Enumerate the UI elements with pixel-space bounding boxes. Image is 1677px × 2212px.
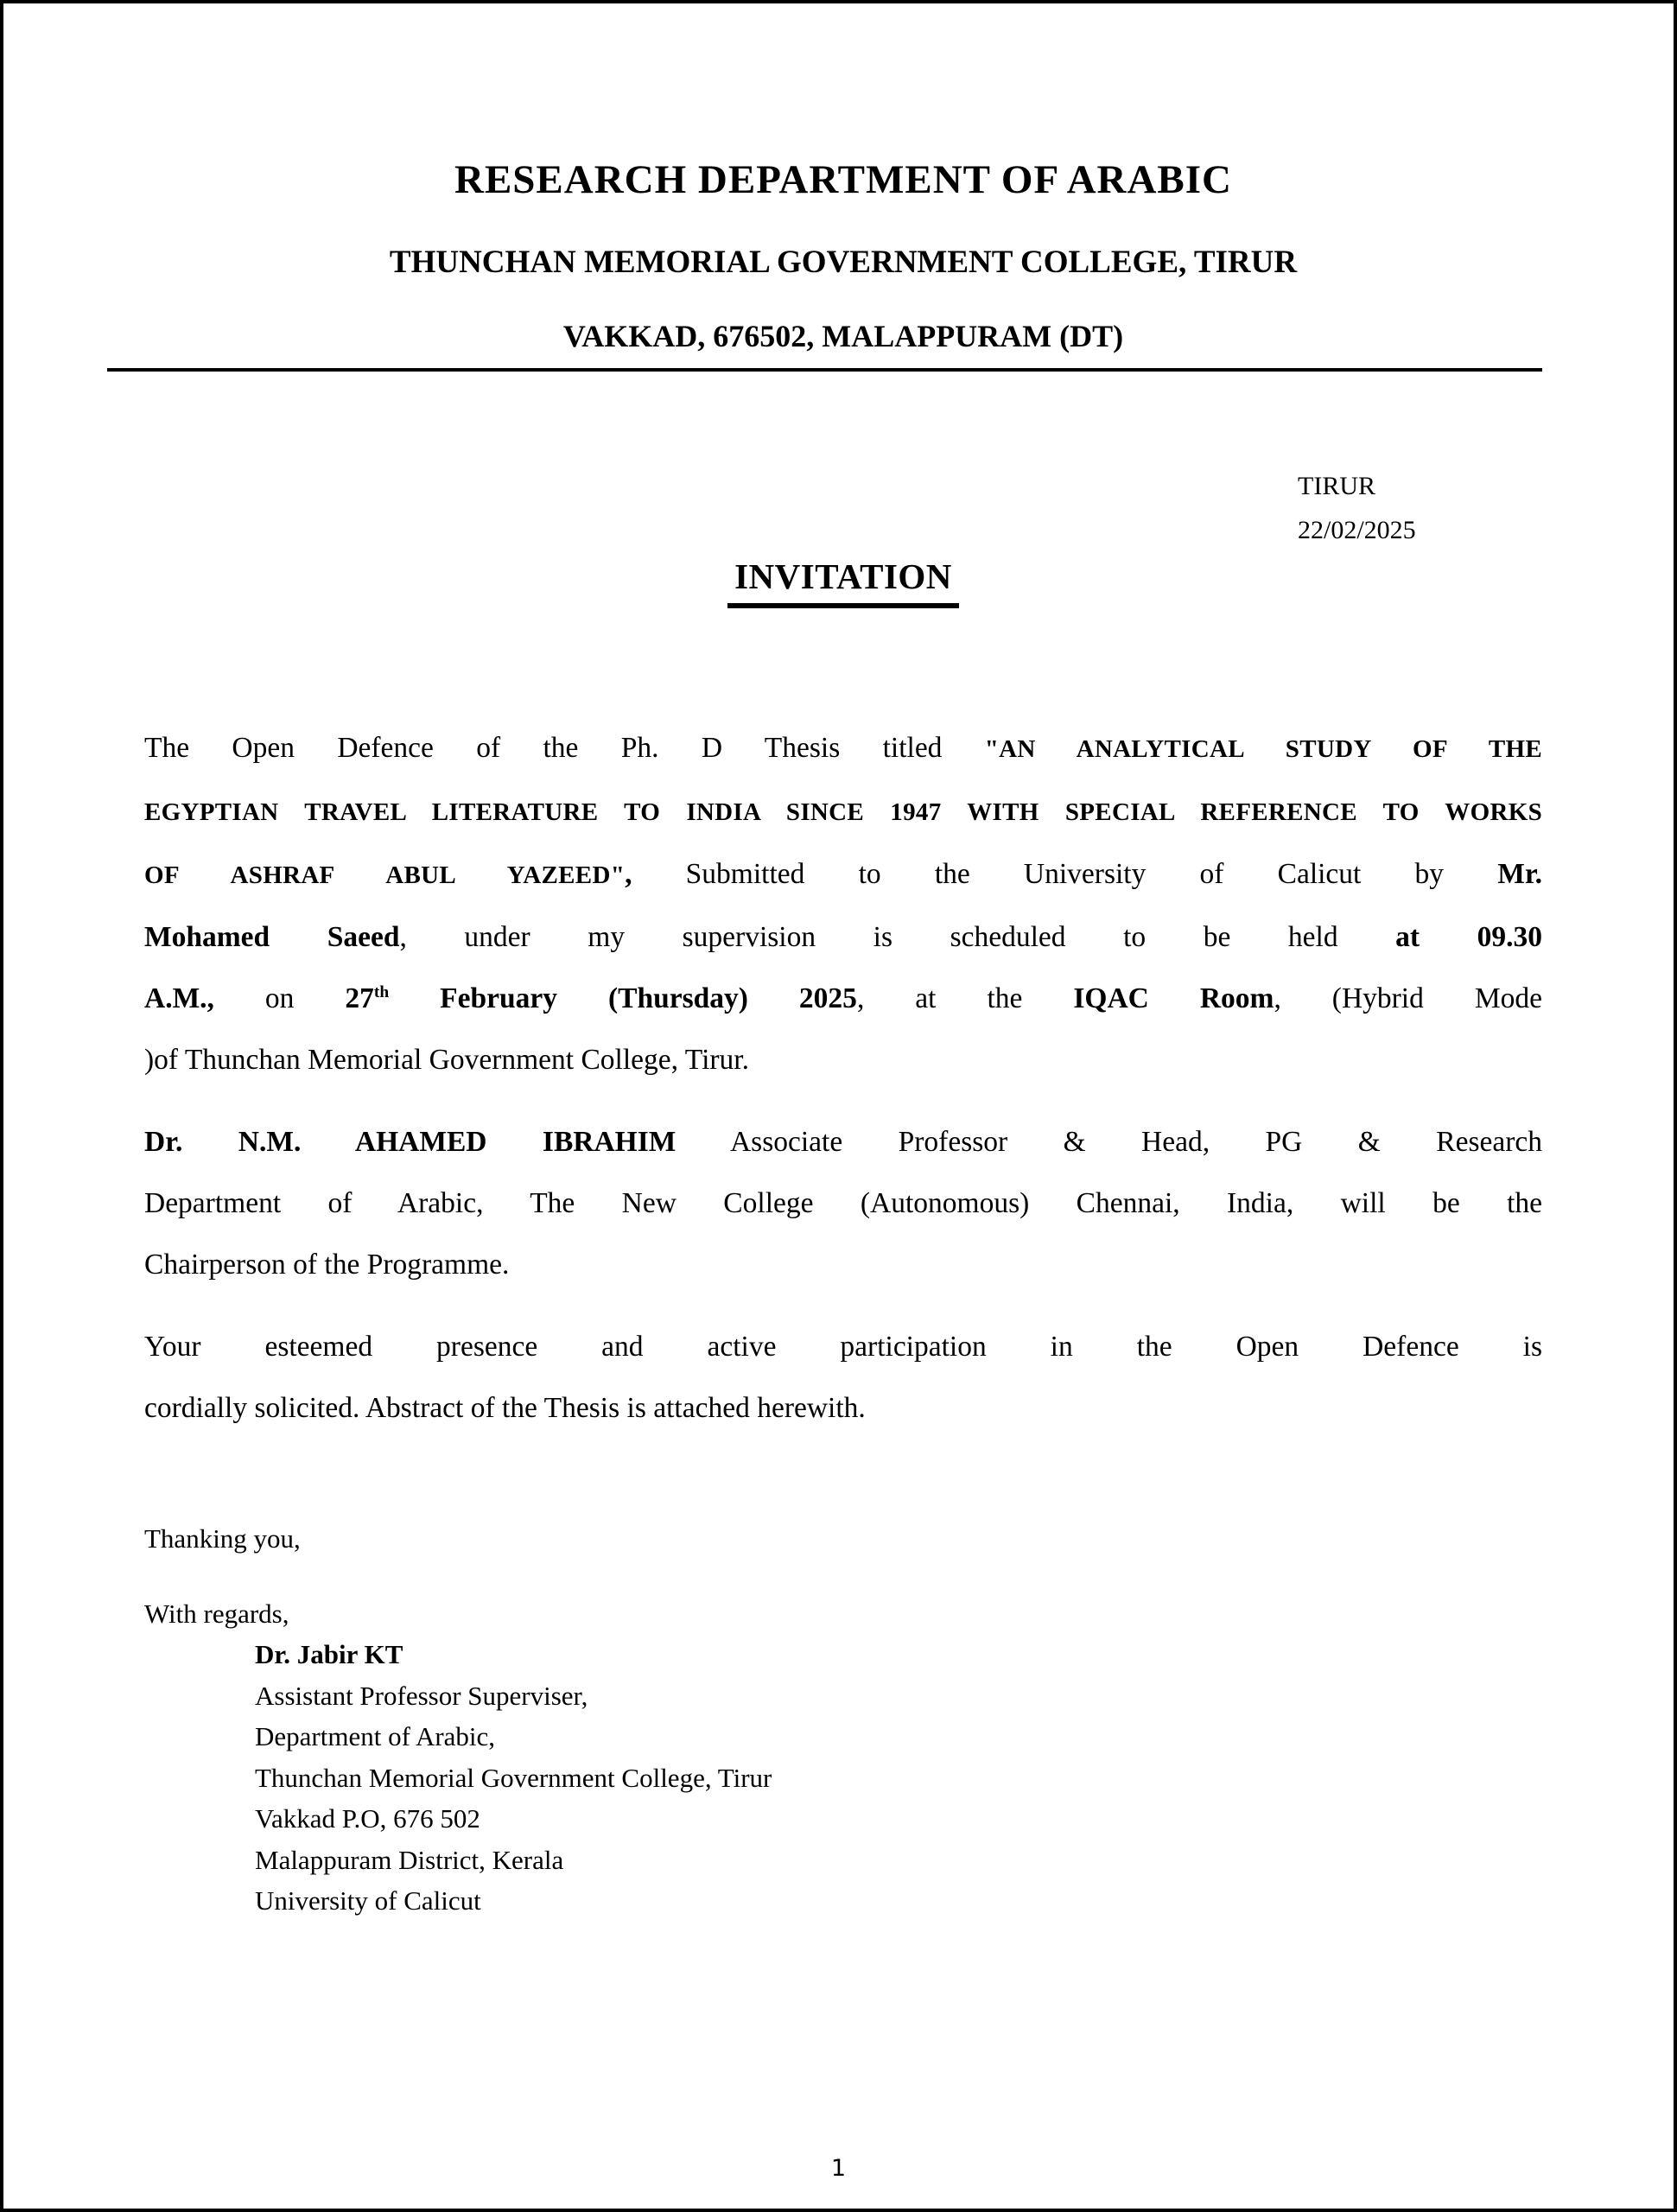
text-line: Chairperson of the Programme.	[144, 1249, 510, 1281]
dateline-place: TIRUR	[1298, 471, 1375, 500]
paragraph-solicitation	[144, 1316, 1542, 1439]
doc-title-row	[144, 556, 1542, 608]
signature-line: Thunchan Memorial Government College, Tirur	[255, 1762, 772, 1793]
text-line: cordially solicited. Abstract of the Thesis is attached herewith.	[144, 1392, 866, 1425]
signature-line: Department of Arabic,	[255, 1721, 496, 1752]
signature-line: Malappuram District, Kerala	[255, 1844, 564, 1875]
closing-thanking: Thanking you,	[144, 1523, 301, 1554]
text-line: EGYPTIAN TRAVEL LITERATURE TO INDIA SINCE 1947 WITH SPECIAL REFERENCE TO WORKS	[144, 798, 1542, 827]
page-number: 1	[830, 2155, 847, 2182]
text-line: Your esteemed presence and active participation in the Open Defence is	[144, 1331, 1542, 1363]
signature-line: Assistant Professor Superviser,	[255, 1680, 588, 1711]
text-line: A.M., on 27th February (Thursday) 2025, at the IQAC Room, (Hybrid Mode	[144, 982, 1542, 1015]
dateline-date: 22/02/2025	[1298, 515, 1416, 544]
org-college-name: THUNCHAN MEMORIAL GOVERNMENT COLLEGE, TIRUR	[389, 245, 1298, 281]
text-line: )of Thunchan Memorial Government College, Tirur.	[144, 1044, 749, 1077]
signatory-name: Dr. Jabir KT	[255, 1639, 403, 1670]
document-content	[3, 156, 1674, 1922]
text-line: The Open Defence of the Ph. D Thesis titled "AN ANALYTICAL STUDY OF THE	[144, 732, 1542, 765]
signature-line: University of Calicut	[255, 1885, 481, 1916]
closing-regards: With regards,	[144, 1599, 289, 1630]
paragraph-thesis-details	[144, 717, 1542, 1090]
text-line: Mohamed Saeed, under my supervision is scheduled to be held at 09.30	[144, 921, 1543, 954]
text-line: OF ASHRAF ABUL YAZEED", Submitted to the University of Calicut by Mr.	[144, 858, 1543, 891]
dateline	[1298, 464, 1542, 552]
header-divider	[107, 368, 1542, 372]
org-address: VAKKAD, 676502, MALAPPURAM (DT)	[562, 318, 1124, 353]
text-line: Dr. N.M. AHAMED IBRAHIM Associate Professor & Head, PG & Research	[144, 1126, 1543, 1159]
doc-title: INVITATION	[727, 556, 959, 608]
org-department-title: RESEARCH DEPARTMENT OF ARABIC	[454, 157, 1232, 202]
signature-line: Vakkad P.O, 676 502	[255, 1803, 480, 1834]
signature-block	[255, 1634, 1542, 1922]
paragraph-chairperson	[144, 1111, 1542, 1295]
text-line: Department of Arabic, The New College (Autonomous) Chennai, India, will be the	[144, 1187, 1542, 1220]
signatory-details	[255, 1675, 1542, 1922]
